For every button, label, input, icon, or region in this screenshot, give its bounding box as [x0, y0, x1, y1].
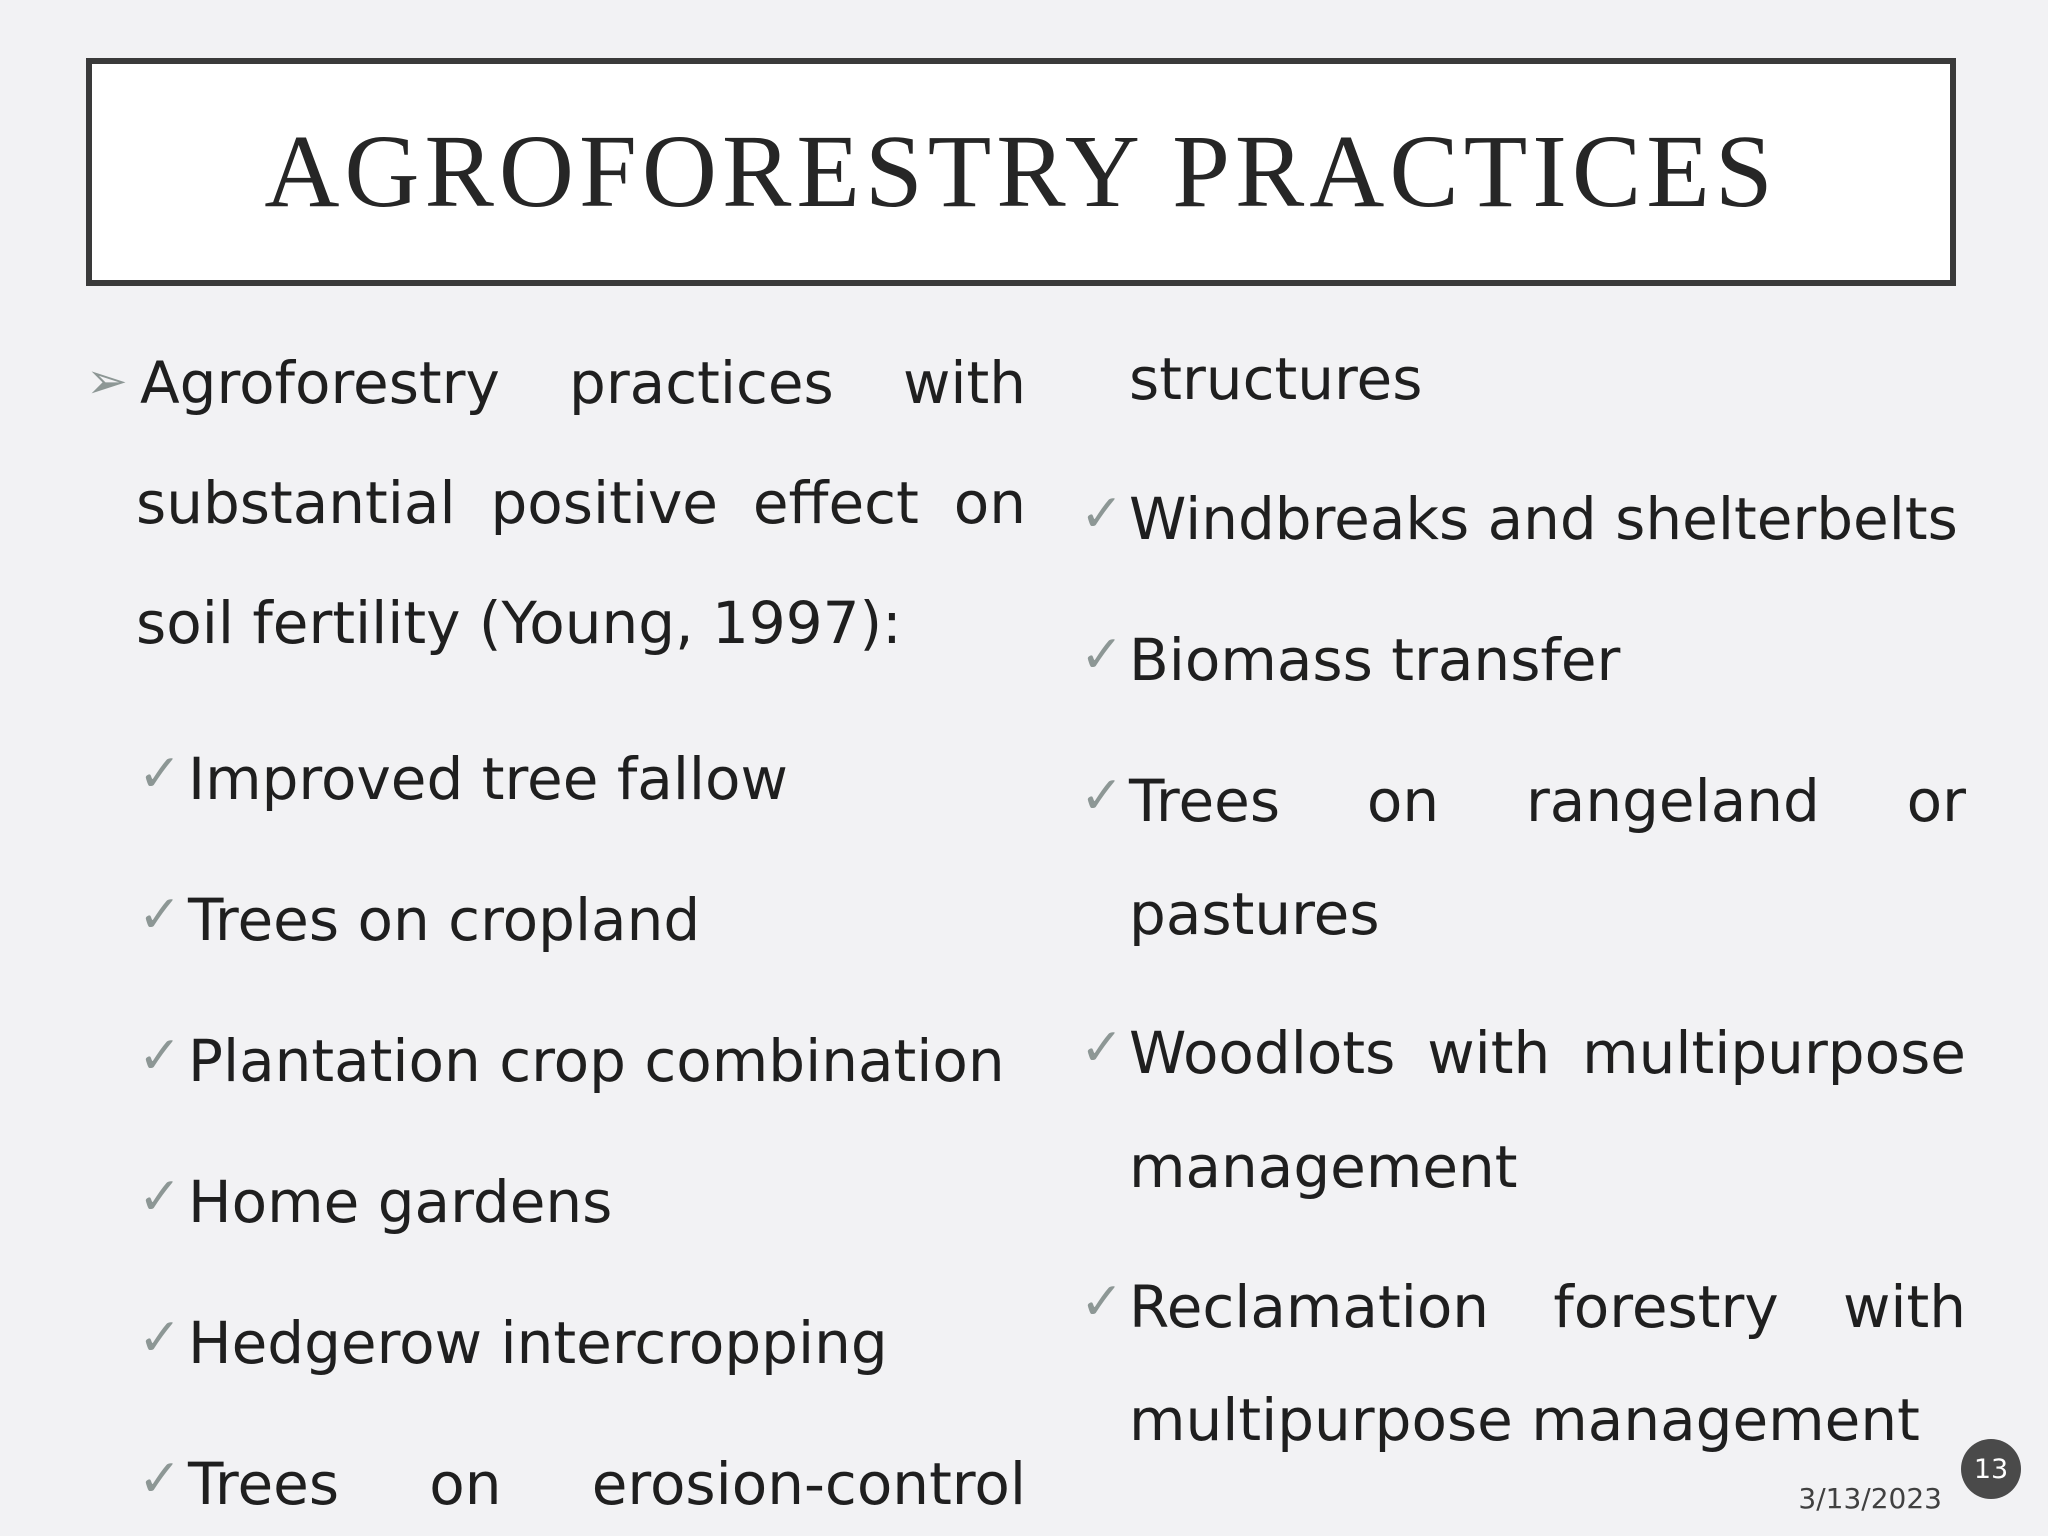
item-word: rangeland — [1525, 767, 1820, 835]
item-word: Trees — [188, 1450, 340, 1518]
list-item: Plantation crop combination — [188, 1027, 1005, 1095]
check-icon: ✓ — [1080, 1272, 1124, 1332]
intro-line-3: soil fertility (Young, 1997): — [136, 589, 902, 657]
item-word: on — [429, 1450, 502, 1518]
intro-word: practices — [569, 349, 834, 417]
item-word: multipurpose — [1582, 1019, 1966, 1087]
list-item: Home gardens — [188, 1168, 613, 1236]
intro-line-2 — [136, 469, 1026, 537]
intro-word: Agroforestry — [140, 349, 500, 417]
item-word: Trees — [1129, 767, 1281, 835]
check-icon: ✓ — [1080, 766, 1124, 826]
continuation-text: structures — [1129, 345, 1423, 413]
list-item — [1129, 767, 1966, 835]
item-word: erosion-control — [591, 1450, 1026, 1518]
item-word: or — [1906, 767, 1966, 835]
intro-word: positive — [490, 469, 718, 537]
intro-word: on — [953, 469, 1026, 537]
intro-word: with — [902, 349, 1026, 417]
list-item — [1129, 1273, 1966, 1341]
item-word: on — [1366, 767, 1440, 835]
check-icon: ✓ — [138, 744, 182, 804]
slide-title: AGROFORESTRY PRACTICES — [264, 114, 1778, 229]
check-icon: ✓ — [138, 1167, 182, 1227]
continuation-text: multipurpose management — [1129, 1386, 1920, 1454]
check-icon: ✓ — [138, 1449, 182, 1509]
intro-line-1 — [140, 349, 1026, 417]
item-word: Reclamation — [1129, 1273, 1490, 1341]
title-box — [86, 58, 1956, 286]
check-icon: ✓ — [138, 885, 182, 945]
list-item — [1129, 1019, 1966, 1087]
list-item: Trees on cropland — [188, 886, 701, 954]
check-icon: ✓ — [1080, 1018, 1124, 1078]
item-word: forestry — [1553, 1273, 1779, 1341]
slide-date: 3/13/2023 — [1798, 1482, 1942, 1515]
continuation-text: pastures — [1129, 880, 1380, 948]
intro-word: substantial — [136, 469, 456, 537]
item-word: with — [1842, 1273, 1966, 1341]
list-item: Biomass transfer — [1129, 626, 1621, 694]
intro-word: effect — [752, 469, 919, 537]
list-item — [188, 1450, 1026, 1518]
check-icon: ✓ — [1080, 484, 1124, 544]
list-item: Windbreaks and shelterbelts — [1129, 485, 1958, 553]
item-word: with — [1427, 1019, 1551, 1087]
list-item: Hedgerow intercropping — [188, 1309, 888, 1377]
continuation-text: management — [1129, 1133, 1518, 1201]
list-item: Improved tree fallow — [188, 745, 788, 813]
check-icon: ✓ — [138, 1308, 182, 1368]
item-word: Woodlots — [1129, 1019, 1396, 1087]
arrow-bullet-icon: ➢ — [86, 352, 128, 410]
page-number-badge: 13 — [1961, 1439, 2021, 1499]
check-icon: ✓ — [1080, 625, 1124, 685]
check-icon: ✓ — [138, 1026, 182, 1086]
